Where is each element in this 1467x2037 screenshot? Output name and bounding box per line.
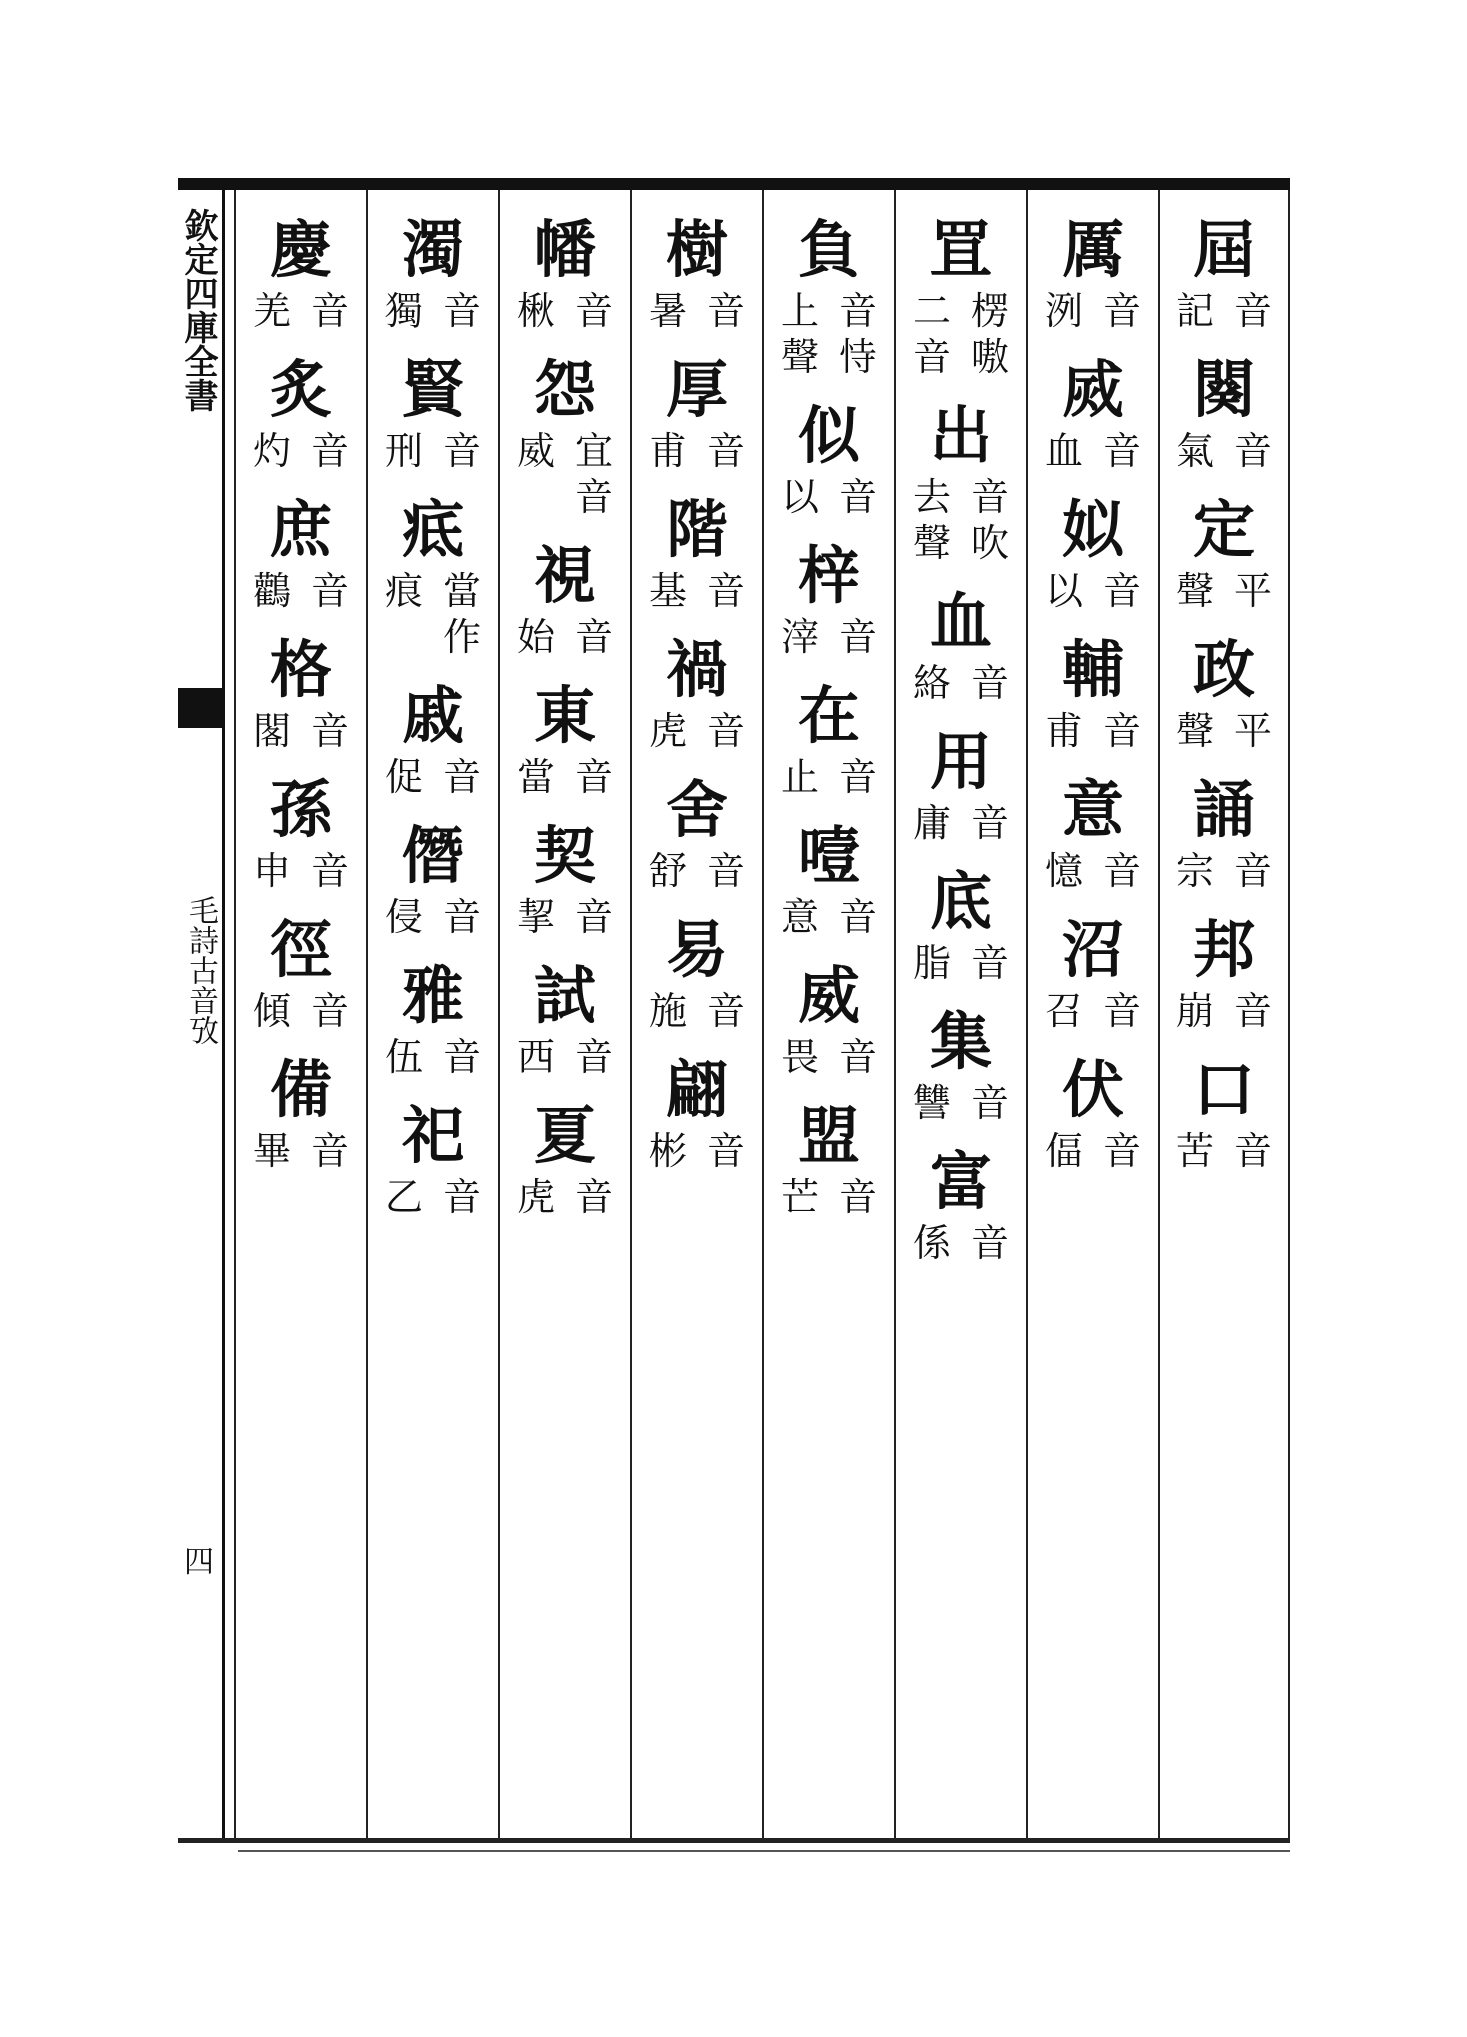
interlinear-gloss bbox=[385, 288, 481, 334]
interlinear-gloss bbox=[1045, 568, 1141, 614]
interlinear-gloss bbox=[649, 848, 745, 894]
gloss-line: 畏 bbox=[780, 1035, 819, 1079]
head-character: 用 bbox=[929, 725, 992, 798]
gloss-line: 音 bbox=[575, 289, 614, 333]
gloss-line: 乙 bbox=[384, 1175, 423, 1219]
gloss-entry bbox=[236, 492, 366, 614]
text-column bbox=[630, 190, 762, 1838]
scanned-page bbox=[178, 178, 1290, 1858]
interlinear-gloss bbox=[253, 288, 349, 334]
gloss-line: 音 吹 bbox=[971, 475, 1010, 565]
gloss-line: 音 bbox=[1234, 1129, 1273, 1173]
head-character: 姒 bbox=[1061, 493, 1124, 566]
gloss-line: 音 bbox=[839, 1175, 878, 1219]
interlinear-gloss bbox=[385, 428, 481, 474]
interlinear-gloss bbox=[1045, 708, 1141, 754]
head-character: 厚 bbox=[665, 353, 728, 426]
head-character: 負 bbox=[797, 213, 860, 286]
gloss-line: 申 bbox=[252, 849, 291, 893]
gloss-entry bbox=[1028, 212, 1158, 334]
bottom-border-rule-thin bbox=[238, 1850, 1290, 1852]
gloss-line: 痕 bbox=[384, 569, 423, 613]
head-character: 易 bbox=[665, 913, 728, 986]
gloss-line: 芒 bbox=[780, 1175, 819, 1219]
series-title: 欽定四庫全書 bbox=[178, 208, 218, 412]
gloss-line: 聲 bbox=[1175, 709, 1214, 753]
gloss-line: 音 bbox=[443, 289, 482, 333]
gloss-line: 記 bbox=[1175, 289, 1214, 333]
gloss-line: 音 bbox=[311, 289, 350, 333]
head-character: 孫 bbox=[269, 773, 332, 846]
gloss-entry bbox=[896, 398, 1026, 566]
head-character: 威 bbox=[797, 959, 860, 1032]
gloss-entry bbox=[368, 1098, 498, 1220]
interlinear-gloss bbox=[781, 1034, 877, 1080]
head-character: 僭 bbox=[401, 819, 464, 892]
gloss-entry bbox=[764, 1098, 894, 1220]
gloss-line: 楸 bbox=[516, 289, 555, 333]
interlinear-gloss bbox=[253, 1128, 349, 1174]
interlinear-gloss bbox=[385, 568, 481, 660]
gloss-line: 音 bbox=[311, 569, 350, 613]
gloss-entry bbox=[368, 492, 498, 660]
interlinear-gloss bbox=[253, 988, 349, 1034]
gloss-entry bbox=[1160, 772, 1288, 894]
interlinear-gloss bbox=[385, 1174, 481, 1220]
gloss-entry bbox=[1160, 352, 1288, 474]
interlinear-gloss bbox=[1176, 708, 1272, 754]
gloss-line: 音 bbox=[311, 709, 350, 753]
gloss-entry bbox=[368, 958, 498, 1080]
gloss-entry bbox=[236, 772, 366, 894]
head-character: 備 bbox=[269, 1053, 332, 1126]
text-column bbox=[366, 190, 498, 1838]
gloss-line: 音 bbox=[443, 1175, 482, 1219]
gloss-line: 威 bbox=[516, 429, 555, 473]
gloss-line: 音 恃 bbox=[839, 289, 878, 379]
gloss-entry bbox=[368, 818, 498, 940]
page-number: 四 bbox=[184, 1545, 214, 1580]
gloss-line: 音 bbox=[707, 569, 746, 613]
head-character: 雅 bbox=[401, 959, 464, 1032]
gloss-line: 音 bbox=[839, 755, 878, 799]
head-character: 底 bbox=[929, 865, 992, 938]
gloss-line: 音 bbox=[575, 755, 614, 799]
head-character: 屆 bbox=[1192, 213, 1255, 286]
interlinear-gloss bbox=[913, 660, 1009, 706]
gloss-line: 音 bbox=[575, 1175, 614, 1219]
gloss-line: 聲 bbox=[1175, 569, 1214, 613]
gloss-line: 挈 bbox=[516, 895, 555, 939]
gloss-line: 音 bbox=[1234, 429, 1273, 473]
interlinear-gloss bbox=[913, 1080, 1009, 1126]
gloss-line: 基 bbox=[648, 569, 687, 613]
gloss-entry bbox=[500, 818, 630, 940]
text-column bbox=[894, 190, 1026, 1838]
interlinear-gloss bbox=[1045, 288, 1141, 334]
gloss-entry bbox=[896, 724, 1026, 846]
gloss-line: 西 bbox=[516, 1035, 555, 1079]
gloss-entry bbox=[500, 352, 630, 520]
interlinear-gloss bbox=[913, 1220, 1009, 1266]
gloss-line: 宗 bbox=[1175, 849, 1214, 893]
gloss-line: 虎 bbox=[516, 1175, 555, 1219]
gloss-line: 畢 bbox=[252, 1129, 291, 1173]
interlinear-gloss bbox=[649, 428, 745, 474]
interlinear-gloss bbox=[517, 428, 613, 520]
head-character: 出 bbox=[929, 399, 992, 472]
page-margin bbox=[178, 190, 225, 1838]
interlinear-gloss bbox=[517, 894, 613, 940]
interlinear-gloss bbox=[913, 474, 1009, 566]
gloss-line: 意 bbox=[780, 895, 819, 939]
gloss-entry bbox=[500, 212, 630, 334]
interlinear-gloss bbox=[517, 1034, 613, 1080]
interlinear-gloss bbox=[913, 940, 1009, 986]
text-column bbox=[762, 190, 894, 1838]
interlinear-gloss bbox=[517, 288, 613, 334]
head-character: 戚 bbox=[401, 679, 464, 752]
top-border-rule bbox=[178, 178, 1290, 190]
interlinear-gloss bbox=[253, 428, 349, 474]
gloss-line: 音 bbox=[443, 895, 482, 939]
gloss-line: 音 bbox=[443, 1035, 482, 1079]
head-character: 疷 bbox=[401, 493, 464, 566]
interlinear-gloss bbox=[385, 754, 481, 800]
gloss-line: 音 bbox=[707, 289, 746, 333]
gloss-line: 音 bbox=[1103, 989, 1142, 1033]
gloss-entry bbox=[1160, 632, 1288, 754]
gloss-line: 音 bbox=[1103, 849, 1142, 893]
head-character: 在 bbox=[797, 679, 860, 752]
head-character: 慶 bbox=[269, 213, 332, 286]
gloss-line: 止 bbox=[780, 755, 819, 799]
gloss-entry bbox=[896, 584, 1026, 706]
interlinear-gloss bbox=[781, 754, 877, 800]
bottom-border-rule bbox=[178, 1838, 1290, 1843]
head-character: 定 bbox=[1192, 493, 1255, 566]
gloss-line: 音 bbox=[971, 941, 1010, 985]
interlinear-gloss bbox=[253, 848, 349, 894]
gloss-line: 侵 bbox=[384, 895, 423, 939]
interlinear-gloss bbox=[1045, 1128, 1141, 1174]
head-character: 怨 bbox=[533, 353, 596, 426]
head-character: 誦 bbox=[1192, 773, 1255, 846]
gloss-line: 甫 bbox=[1044, 709, 1083, 753]
head-character: 輔 bbox=[1061, 633, 1124, 706]
interlinear-gloss bbox=[781, 474, 877, 520]
gloss-line: 當 作 bbox=[443, 569, 482, 659]
gloss-line: 音 bbox=[1103, 569, 1142, 613]
head-character: 翩 bbox=[665, 1053, 728, 1126]
head-character: 試 bbox=[533, 959, 596, 1032]
head-character: 盟 bbox=[797, 1099, 860, 1172]
gloss-line: 鸛 bbox=[252, 569, 291, 613]
gloss-entry bbox=[1028, 352, 1158, 474]
gloss-line: 庸 bbox=[912, 801, 951, 845]
gloss-entry bbox=[896, 1144, 1026, 1266]
gloss-line: 苦 bbox=[1175, 1129, 1214, 1173]
gloss-line: 音 bbox=[443, 429, 482, 473]
gloss-line: 平 bbox=[1234, 569, 1273, 613]
head-character: 徑 bbox=[269, 913, 332, 986]
head-character: 血 bbox=[929, 585, 992, 658]
gloss-line: 召 bbox=[1044, 989, 1083, 1033]
interlinear-gloss bbox=[1176, 848, 1272, 894]
head-character: 口 bbox=[1192, 1053, 1255, 1126]
interlinear-gloss bbox=[649, 1128, 745, 1174]
gloss-entry bbox=[1028, 492, 1158, 614]
interlinear-gloss bbox=[253, 708, 349, 754]
gloss-line: 羌 bbox=[252, 289, 291, 333]
gloss-line: 音 bbox=[839, 1035, 878, 1079]
head-character: 政 bbox=[1192, 633, 1255, 706]
gloss-entry bbox=[368, 678, 498, 800]
gloss-entry bbox=[632, 772, 762, 894]
gloss-entry bbox=[500, 538, 630, 660]
gloss-entry bbox=[1028, 1052, 1158, 1174]
gloss-entry bbox=[236, 632, 366, 754]
gloss-line: 楞 嗷 bbox=[971, 289, 1010, 379]
gloss-entry bbox=[632, 632, 762, 754]
gloss-line: 音 bbox=[575, 1035, 614, 1079]
head-character: 舍 bbox=[665, 773, 728, 846]
gloss-entry bbox=[1028, 772, 1158, 894]
interlinear-gloss bbox=[913, 800, 1009, 846]
gloss-line: 音 bbox=[311, 849, 350, 893]
gloss-line: 音 bbox=[443, 755, 482, 799]
interlinear-gloss bbox=[1045, 988, 1141, 1034]
gloss-line: 宜 音 bbox=[575, 429, 614, 519]
gloss-line: 絡 bbox=[912, 661, 951, 705]
interlinear-gloss bbox=[649, 708, 745, 754]
gloss-line: 音 bbox=[1103, 709, 1142, 753]
gloss-line: 音 bbox=[971, 661, 1010, 705]
gloss-line: 脂 bbox=[912, 941, 951, 985]
book-title: 毛詩古音攷 bbox=[183, 895, 218, 1045]
gloss-line: 音 bbox=[971, 1081, 1010, 1125]
gloss-line: 滓 bbox=[780, 615, 819, 659]
gloss-line: 音 bbox=[707, 989, 746, 1033]
interlinear-gloss bbox=[781, 614, 877, 660]
gloss-line: 伍 bbox=[384, 1035, 423, 1079]
head-character: 厲 bbox=[1061, 213, 1124, 286]
gloss-entry bbox=[236, 352, 366, 474]
head-character: 濁 bbox=[401, 213, 464, 286]
gloss-line: 施 bbox=[648, 989, 687, 1033]
interlinear-gloss bbox=[517, 614, 613, 660]
interlinear-gloss bbox=[253, 568, 349, 614]
head-character: 沼 bbox=[1061, 913, 1124, 986]
interlinear-gloss bbox=[1176, 988, 1272, 1034]
head-character: 梓 bbox=[797, 539, 860, 612]
text-column bbox=[234, 190, 366, 1838]
head-character: 富 bbox=[929, 1145, 992, 1218]
gloss-line: 閣 bbox=[252, 709, 291, 753]
gloss-line: 音 bbox=[707, 709, 746, 753]
gloss-line: 氣 bbox=[1175, 429, 1214, 473]
gloss-entry bbox=[500, 678, 630, 800]
gloss-line: 音 bbox=[575, 895, 614, 939]
gloss-line: 二 音 bbox=[912, 289, 951, 379]
head-character: 格 bbox=[269, 633, 332, 706]
head-character: 罝 bbox=[929, 213, 992, 286]
gloss-line: 音 bbox=[311, 989, 350, 1033]
gloss-entry bbox=[500, 1098, 630, 1220]
gloss-line: 以 bbox=[780, 475, 819, 519]
gloss-entry bbox=[896, 1004, 1026, 1126]
gloss-line: 洌 bbox=[1044, 289, 1083, 333]
interlinear-gloss bbox=[385, 1034, 481, 1080]
gloss-line: 舒 bbox=[648, 849, 687, 893]
gloss-entry bbox=[764, 212, 894, 380]
gloss-entry bbox=[1028, 912, 1158, 1034]
head-character: 烕 bbox=[1061, 353, 1124, 426]
text-column bbox=[1158, 190, 1290, 1838]
gloss-line: 音 bbox=[575, 615, 614, 659]
gloss-entry bbox=[764, 398, 894, 520]
gloss-line: 音 bbox=[1103, 289, 1142, 333]
interlinear-gloss bbox=[781, 1174, 877, 1220]
head-character: 庶 bbox=[269, 493, 332, 566]
head-character: 階 bbox=[665, 493, 728, 566]
head-character: 樹 bbox=[665, 213, 728, 286]
head-character: 伏 bbox=[1061, 1053, 1124, 1126]
gloss-line: 音 bbox=[1234, 289, 1273, 333]
interlinear-gloss bbox=[649, 988, 745, 1034]
gloss-line: 上 聲 bbox=[780, 289, 819, 379]
gloss-line: 音 bbox=[311, 1129, 350, 1173]
gloss-line: 甫 bbox=[648, 429, 687, 473]
interlinear-gloss bbox=[781, 894, 877, 940]
interlinear-gloss bbox=[1176, 288, 1272, 334]
gloss-line: 平 bbox=[1234, 709, 1273, 753]
gloss-line: 暑 bbox=[648, 289, 687, 333]
gloss-line: 以 bbox=[1044, 569, 1083, 613]
interlinear-gloss bbox=[385, 894, 481, 940]
gloss-line: 讐 bbox=[912, 1081, 951, 1125]
gloss-line: 音 bbox=[1234, 849, 1273, 893]
gloss-line: 音 bbox=[707, 429, 746, 473]
gloss-entry bbox=[632, 352, 762, 474]
interlinear-gloss bbox=[1176, 428, 1272, 474]
head-character: 賢 bbox=[401, 353, 464, 426]
gloss-entry bbox=[632, 492, 762, 614]
head-character: 祀 bbox=[401, 1099, 464, 1172]
gloss-line: 虎 bbox=[648, 709, 687, 753]
gloss-entry bbox=[236, 1052, 366, 1174]
gloss-entry bbox=[632, 1052, 762, 1174]
gloss-entry bbox=[764, 678, 894, 800]
gloss-entry bbox=[236, 212, 366, 334]
head-character: 集 bbox=[929, 1005, 992, 1078]
interlinear-gloss bbox=[781, 288, 877, 380]
text-column bbox=[498, 190, 630, 1838]
head-character: 闋 bbox=[1192, 353, 1255, 426]
interlinear-gloss bbox=[649, 568, 745, 614]
gloss-line: 崩 bbox=[1175, 989, 1214, 1033]
gloss-line: 音 bbox=[1103, 1129, 1142, 1173]
gloss-line: 音 bbox=[839, 615, 878, 659]
head-character: 禍 bbox=[665, 633, 728, 706]
head-character: 幡 bbox=[533, 213, 596, 286]
head-character: 東 bbox=[533, 679, 596, 752]
gloss-line: 刑 bbox=[384, 429, 423, 473]
gloss-line: 音 bbox=[971, 801, 1010, 845]
interlinear-gloss bbox=[517, 754, 613, 800]
gloss-entry bbox=[1160, 492, 1288, 614]
gloss-entry bbox=[236, 912, 366, 1034]
interlinear-gloss bbox=[913, 288, 1009, 380]
head-character: 邦 bbox=[1192, 913, 1255, 986]
interlinear-gloss bbox=[1045, 428, 1141, 474]
gloss-entry bbox=[500, 958, 630, 1080]
interlinear-gloss bbox=[649, 288, 745, 334]
gloss-entry bbox=[1160, 912, 1288, 1034]
gloss-entry bbox=[632, 912, 762, 1034]
gloss-entry bbox=[896, 212, 1026, 380]
gloss-entry bbox=[632, 212, 762, 334]
gloss-line: 去 聲 bbox=[912, 475, 951, 565]
gloss-entry bbox=[764, 818, 894, 940]
fishtail-mark bbox=[178, 688, 222, 728]
gloss-line: 音 bbox=[1234, 989, 1273, 1033]
gloss-line: 彬 bbox=[648, 1129, 687, 1173]
interlinear-gloss bbox=[517, 1174, 613, 1220]
interlinear-gloss bbox=[1045, 848, 1141, 894]
gloss-line: 傾 bbox=[252, 989, 291, 1033]
gloss-line: 始 bbox=[516, 615, 555, 659]
gloss-line: 促 bbox=[384, 755, 423, 799]
gloss-entry bbox=[1160, 212, 1288, 334]
gloss-entry bbox=[764, 958, 894, 1080]
interlinear-gloss bbox=[1176, 1128, 1272, 1174]
gloss-entry bbox=[368, 212, 498, 334]
head-character: 夏 bbox=[533, 1099, 596, 1172]
gloss-entry bbox=[368, 352, 498, 474]
gloss-line: 獨 bbox=[384, 289, 423, 333]
head-character: 似 bbox=[797, 399, 860, 472]
gloss-line: 係 bbox=[912, 1221, 951, 1265]
gloss-line: 灼 bbox=[252, 429, 291, 473]
head-character: 炙 bbox=[269, 353, 332, 426]
head-character: 視 bbox=[533, 539, 596, 612]
text-column bbox=[1026, 190, 1158, 1838]
gloss-line: 憶 bbox=[1044, 849, 1083, 893]
head-character: 契 bbox=[533, 819, 596, 892]
interlinear-gloss bbox=[1176, 568, 1272, 614]
gloss-line: 音 bbox=[971, 1221, 1010, 1265]
head-character: 意 bbox=[1061, 773, 1124, 846]
gloss-line: 音 bbox=[839, 475, 878, 519]
gloss-line: 偪 bbox=[1044, 1129, 1083, 1173]
gloss-entry bbox=[1028, 632, 1158, 754]
gloss-line: 音 bbox=[1103, 429, 1142, 473]
gloss-line: 血 bbox=[1044, 429, 1083, 473]
gloss-line: 音 bbox=[707, 1129, 746, 1173]
gloss-line: 音 bbox=[839, 895, 878, 939]
head-character: 噎 bbox=[797, 819, 860, 892]
gloss-entry bbox=[764, 538, 894, 660]
gloss-line: 音 bbox=[311, 429, 350, 473]
gloss-line: 當 bbox=[516, 755, 555, 799]
gloss-line: 音 bbox=[707, 849, 746, 893]
gloss-entry bbox=[1160, 1052, 1288, 1174]
text-columns bbox=[225, 190, 1290, 1838]
gloss-entry bbox=[896, 864, 1026, 986]
